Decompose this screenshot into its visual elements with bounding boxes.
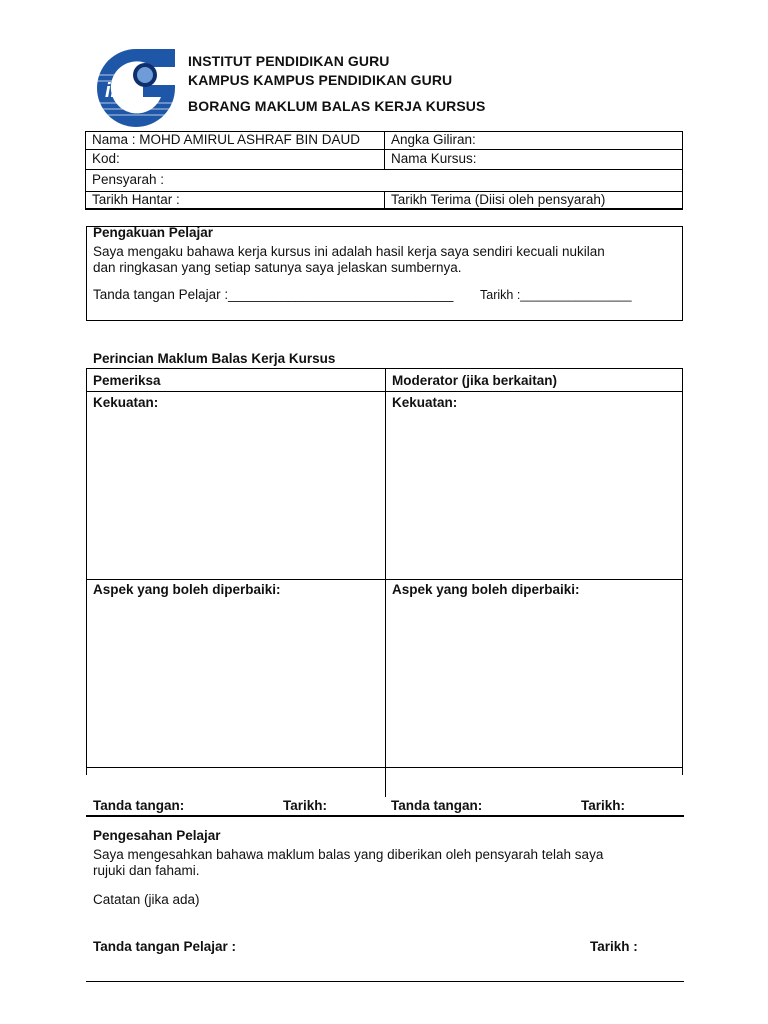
pengakuan-date-field[interactable]: Tarikh :________________: [480, 288, 632, 302]
pengakuan-line2: dan ringkasan yang setiap satunya saya jelaskan sumbernya.: [93, 260, 462, 275]
pengesahan-date-field[interactable]: Tarikh :: [590, 939, 638, 954]
aspek-pemeriksa[interactable]: Aspek yang boleh diperbaiki:: [93, 582, 281, 597]
feedback-table: [86, 368, 683, 768]
institute-title: INSTITUT PENDIDIKAN GURU: [188, 53, 390, 69]
bottom-divider: [86, 981, 684, 982]
pengakuan-line1: Saya mengaku bahawa kerja kursus ini adalah hasil kerja saya sendiri kecuali nukilan: [93, 244, 605, 259]
tarikh-hantar-field[interactable]: Tarikh Hantar :: [92, 192, 180, 207]
pengakuan-title: Pengakuan Pelajar: [93, 225, 214, 240]
pengakuan-signature-field[interactable]: Tanda tangan Pelajar :______________________________: [93, 287, 454, 302]
moderator-header: Moderator (jika berkaitan): [392, 373, 558, 388]
signature-row-divider: [86, 815, 684, 817]
nama-kursus-field[interactable]: Nama Kursus:: [391, 151, 477, 166]
ipg-logo: [93, 45, 179, 131]
tanda-tangan-pemeriksa[interactable]: Tanda tangan:: [93, 798, 185, 813]
perincian-title: Perincian Maklum Balas Kerja Kursus: [93, 351, 336, 366]
svg-text:iPG: iPG: [105, 80, 140, 102]
student-info-table: [85, 131, 683, 210]
pengesahan-line2: rujuki dan fahami.: [93, 863, 200, 878]
kod-field[interactable]: Kod:: [92, 151, 120, 166]
pengesahan-signature-field[interactable]: Tanda tangan Pelajar :: [93, 939, 237, 954]
pemeriksa-header: Pemeriksa: [93, 373, 161, 388]
tarikh-terima-field[interactable]: Tarikh Terima (Diisi oleh pensyarah): [391, 192, 606, 207]
kekuatan-pemeriksa[interactable]: Kekuatan:: [93, 395, 159, 410]
form-title: BORANG MAKLUM BALAS KERJA KURSUS: [188, 98, 486, 114]
angka-giliran-field[interactable]: Angka Giliran:: [391, 132, 476, 147]
tarikh-moderator[interactable]: Tarikh:: [581, 798, 626, 813]
catatan-field[interactable]: Catatan (jika ada): [93, 892, 200, 907]
nama-field[interactable]: Nama : MOHD AMIRUL ASHRAF BIN DAUD: [92, 132, 361, 147]
pensyarah-field[interactable]: Pensyarah :: [92, 172, 165, 187]
kekuatan-moderator[interactable]: Kekuatan:: [392, 395, 458, 410]
tanda-tangan-moderator[interactable]: Tanda tangan:: [391, 798, 483, 813]
campus-title: KAMPUS KAMPUS PENDIDIKAN GURU: [188, 72, 453, 88]
pengesahan-title: Pengesahan Pelajar: [93, 828, 221, 843]
pengesahan-line1: Saya mengesahkan bahawa maklum balas yang diberikan oleh pensyarah telah saya: [93, 847, 604, 862]
aspek-moderator[interactable]: Aspek yang boleh diperbaiki:: [392, 582, 580, 597]
tarikh-pemeriksa[interactable]: Tarikh:: [283, 798, 328, 813]
pengakuan-box: [86, 226, 683, 321]
